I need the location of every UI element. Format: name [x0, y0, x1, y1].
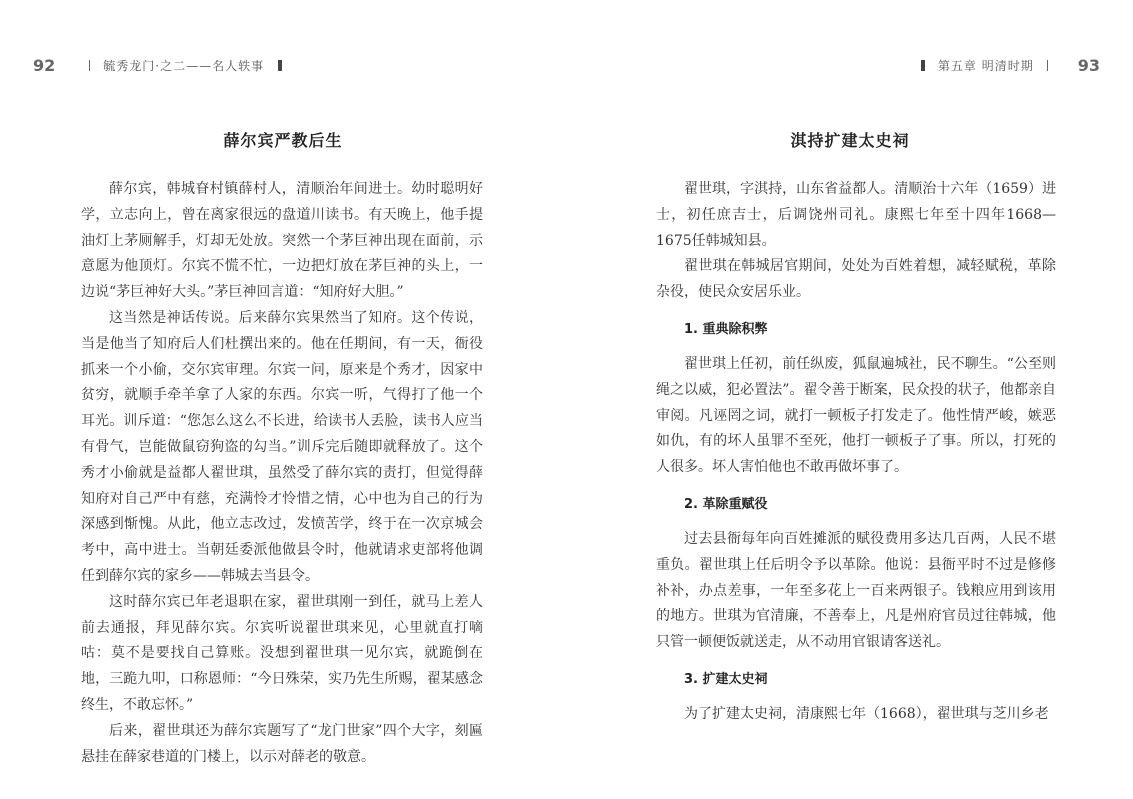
paragraph: 后来，翟世琪还为薛尔宾题写了“龙门世家”四个大字，刻匾悬挂在薛家巷道的门楼上，以示对薛老的敬意。 [81, 722, 483, 765]
header-divider [89, 60, 90, 71]
article-title: 淇持扩建太史祠 [790, 131, 910, 150]
paragraph: 薛尔宾，韩城眘村镇薛村人，清顺治年间进士。幼时聪明好学，立志向上，曾在离家很远的盘道川读书。有天晚上，他手提油灯上茅厕解手，灯却无处放。突然一个茅巨神出现在面前，示意愿为他顶灯。尔宾不慌不忙，一边把灯放在茅巨神的头上，一边说“茅巨神好大头。”茅巨神回言道：“知府好大胆。” [81, 181, 483, 301]
page-number: 93 [1077, 55, 1100, 75]
page-number: 92 [33, 55, 56, 75]
paragraph: 这时薛尔宾已年老退职在家，翟世琪刚一到任，就马上差人前去通报，拜见薛尔宾。尔宾听说翟世琪来见，心里就直打嘀咕：莫不是要找自己算账。没想到翟世琪一见尔宾，就跪倒在地，三跪九叩，口称恩师：“今日殊荣，实乃先生所赐，翟某感念终生，不敢忘怀。” [81, 593, 483, 713]
article-body [656, 177, 1056, 728]
paragraph: 翟世琪在韩城居官期间，处处为百姓着想，减轻赋税，革除杂役，使民众安居乐业。 [656, 258, 1056, 301]
page-header-right [921, 55, 1100, 75]
paragraph: 过去县衙每年向百姓摊派的赋役费用多达几百两，人民不堪重负。翟世琪上任后明令予以革除。他说：县衙平时不过是修修补补，办点差事，一年至多花上一百来两银子。钱粮应用到该用的地方。世琪为官清廉，不善奉上，凡是州府官员过往韩城，他只管一顿便饭就送走，从不动用官银请客送礼。 [656, 530, 1056, 651]
section-heading: 2. 革除重赋役 [684, 496, 768, 512]
running-header: 第五章 明清时期 [937, 58, 1034, 73]
left-page [0, 0, 566, 799]
article-title: 薛尔宾严教后生 [223, 131, 343, 150]
right-page [567, 0, 1133, 799]
paragraph: 为了扩建太史祠，清康熙七年（1668），翟世琪与芝川乡老 [684, 705, 1049, 722]
section-heading: 1. 重典除积弊 [684, 321, 768, 337]
running-header: 毓秀龙门·之二——名人轶事 [103, 58, 265, 73]
header-marker [278, 60, 282, 71]
paragraph: 翟世琪，字淇持，山东省益都人。清顺治十六年（1659）进士，初任庶吉士，后调饶州司礼。康熙七年至十四年1668—1675任韩城知县。 [656, 181, 1056, 249]
section-heading: 3. 扩建太史祠 [684, 671, 768, 687]
paragraph: 这当然是神话传说。后来薛尔宾果然当了知府。这个传说，当是他当了知府后人们杜撰出来的。他在任期间，有一天，衙役抓来一个小偷，交尔宾审理。尔宾一问，原来是个秀才，因家中贫穷，就顺手牵羊拿了人家的东西。尔宾一听，气得打了他一个耳光。训斥道：“您怎么这么不长进，给读书人丢脸，读书人应当有骨气，岂能做鼠窃狗盗的勾当。”训斥完后随即就释放了。这个秀才小偷就是益都人翟世琪，虽然受了薛尔宾的责打，但觉得薛知府对自己严中有慈，充满怜才怜惜之情，心中也为自己的行为深感到惭愧。从此，他立志改过，发愤苦学，终于在一次京城会考中，高中进士。当朝廷委派他做县令时，他就请求吏部将他调任到薛尔宾的家乡——韩城去当县令。 [81, 309, 483, 584]
header-divider [1047, 60, 1048, 71]
page-header-left [33, 55, 282, 75]
header-marker [921, 60, 925, 71]
paragraph: 翟世琪上任初，前任纵废，狐鼠遍城社，民不聊生。“公至则绳之以威，犯必置法”。翟令善于断案，民众投的状子，他都亲自审阅。凡诬罔之词，就打一顿板子打发走了。他性情严峻，嫉恶如仇，有的坏人虽罪不至死，他打一顿板子了事。所以，打死的人很多。坏人害怕他也不敢再做坏事了。 [656, 355, 1056, 476]
article-body [81, 177, 483, 770]
